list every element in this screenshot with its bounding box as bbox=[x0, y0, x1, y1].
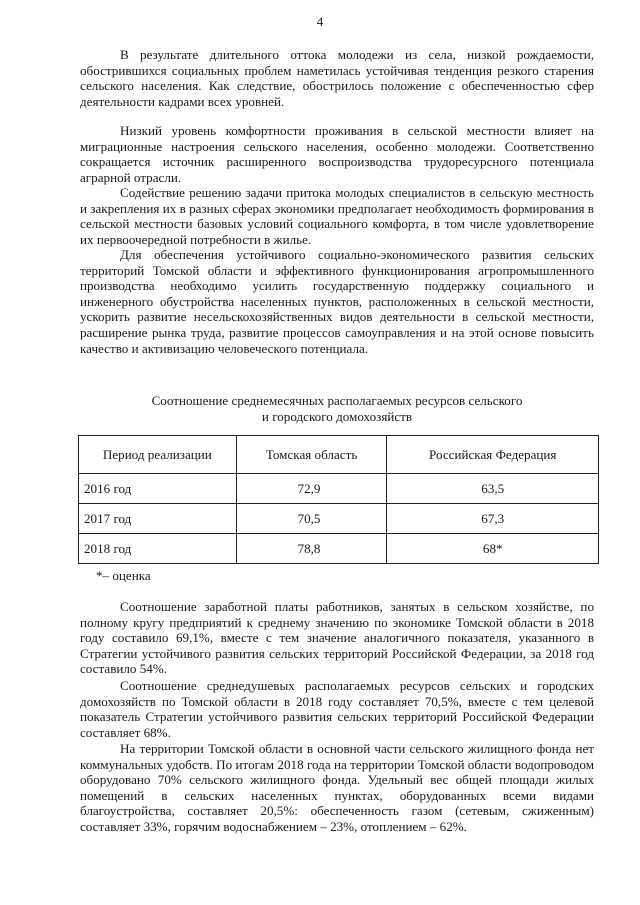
table-cell-russia: 67,3 bbox=[387, 504, 599, 534]
table-header-cell: Период реализации bbox=[79, 436, 237, 474]
resources-ratio-table bbox=[78, 435, 599, 564]
paragraph-youth-outflow: В результате длительного оттока молодежи из села, низкой рождаемости, обострившихся социальных проблем наметилась устойчивая тенденция резкого старения сельского населения. Как следствие, обострилось положение с обеспеченностью сфер деятельности кадрами всех уровней. bbox=[80, 47, 594, 109]
table-row bbox=[79, 504, 599, 534]
table-footnote: *– оценка bbox=[96, 568, 151, 583]
page-number: 4 bbox=[316, 14, 324, 29]
table-caption-line2: и городского домохозяйств bbox=[261, 409, 413, 424]
table-cell-russia: 68* bbox=[387, 534, 599, 564]
table-cell-tomsk: 70,5 bbox=[236, 504, 387, 534]
table-row bbox=[79, 534, 599, 564]
table-cell-period: 2016 год bbox=[79, 474, 237, 504]
paragraph-young-specialists: Содействие решению задачи притока молодых специалистов в сельскую местность и закрепления их в разных сферах экономики предполагает необходимость формирования в сельской местности базовых условий социального комфорта, в том числе удовлетворение их первоочередной потребности в жилье. bbox=[80, 185, 594, 247]
table-cell-russia: 63,5 bbox=[387, 474, 599, 504]
table-cell-period: 2017 год bbox=[79, 504, 237, 534]
table-header-cell: Томская область bbox=[236, 436, 387, 474]
table-header-cell: Российская Федерация bbox=[387, 436, 599, 474]
paragraph-housing-amenities: На территории Томской области в основной части сельского жилищного фонда нет коммунальных удобств. По итогам 2018 года на территории Томской области водопроводом оборудовано 70% сельского жилищного фонда. Удельный вес общей площади жилых помещений в сельских населенных пунктах, оборудованных всеми видами благоустройства, составляет 20,5%: обеспеченность газом (сетевым, сжиженным) составляет 33%, горячим водоснабжением – 23%, отоплением – 62%. bbox=[80, 741, 594, 834]
table-cell-period: 2018 год bbox=[79, 534, 237, 564]
paragraph-wage-ratio: Соотношение заработной платы работников, занятых в сельском хозяйстве, по полному кругу предприятий к среднему значению по экономике Томской области в 2018 году составило 69,1%, вместе с тем значение аналогичного показателя, указанного в Стратегии устойчивого развития сельских территорий Российской Федерации, за 2018 год составило 54%. bbox=[80, 599, 594, 677]
table-caption-line1: Соотношение среднемесячных располагаемых ресурсов сельского bbox=[151, 393, 523, 408]
table-header-row bbox=[79, 436, 599, 474]
paragraph-development-support: Для обеспечения устойчивого социально-экономического развития сельских территорий Томской области и эффективного функционирования агропромышленного производства необходимо усилить государственную поддержку социального и инженерного обустройства населенных пунктов, расположенных в сельской местности, ускорить развитие несельскохозяйственных видов деятельности в сельской местности, расширение рынка труда, развитие процессов самоуправления и на этой основе повысить качество и активизацию человеческого потенциала. bbox=[80, 247, 594, 356]
paragraph-household-resources: Соотношение среднедушевых располагаемых ресурсов сельских и городских домохозяйств по Томской области в 2018 году составляет 70,5%, вместе с тем целевой показатель Стратегии устойчивого развития сельских территорий Российской Федерации составляет 68%. bbox=[80, 678, 594, 740]
table-cell-tomsk: 78,8 bbox=[236, 534, 387, 564]
table-row bbox=[79, 474, 599, 504]
table-cell-tomsk: 72,9 bbox=[236, 474, 387, 504]
paragraph-comfort-level: Низкий уровень комфортности проживания в сельской местности влияет на миграционные настроения сельского населения, особенно молодежи. Соответственно сокращается источник расширенного воспроизводства трудоресурсного потенциала аграрной отрасли. bbox=[80, 123, 594, 185]
